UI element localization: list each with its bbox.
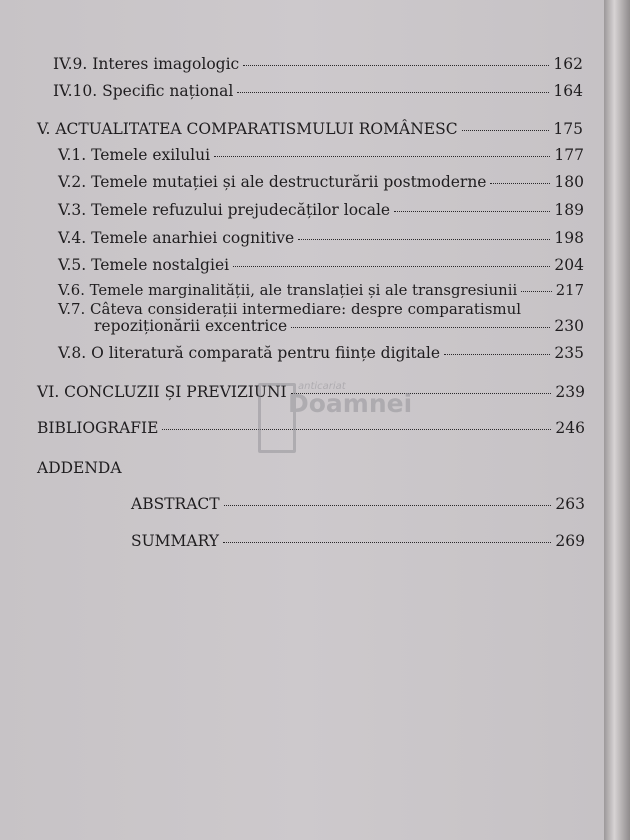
watermark-logo: [258, 381, 413, 455]
toc-label: V.8. O literatură comparată pentru ființe digitale: [58, 344, 441, 362]
dot-leader: [394, 211, 550, 212]
dot-leader: [462, 130, 550, 131]
dot-leader: [490, 183, 550, 184]
toc-page-number: 269: [555, 532, 585, 550]
toc-page-number: 189: [554, 201, 584, 219]
toc-page-number: 177: [554, 146, 584, 164]
toc-label: V.1. Temele exilului: [58, 146, 211, 164]
toc-entry-v6: [58, 282, 584, 299]
toc-label: V.5. Temele nostalgiei: [58, 256, 230, 274]
toc-entry-v7-first-line: V.7. Câteva considerații intermediare: despre comparatismul: [58, 300, 522, 318]
toc-label: ABSTRACT: [131, 495, 220, 513]
toc-page-number: 204: [554, 256, 584, 274]
toc-entry-v1: [58, 146, 584, 164]
toc-entry-v8: [58, 344, 584, 362]
toc-entry-summary: [131, 532, 585, 550]
watermark-top-text: anticariat: [298, 381, 346, 392]
dot-leader: [243, 65, 549, 66]
toc-entry-iv9: [53, 55, 583, 73]
toc-label: V.3. Temele refuzului prejudecăților locale: [58, 201, 391, 219]
toc-page-number: 235: [554, 344, 584, 362]
toc-page-number: 180: [554, 173, 584, 191]
toc-label: SUMMARY: [131, 532, 220, 550]
page-edge: [604, 0, 630, 840]
toc-entry-iv10: [53, 82, 583, 100]
toc-label: V. ACTUALITATEA COMPARATISMULUI ROMÂNESC: [37, 120, 458, 138]
toc-entry-v5: [58, 256, 584, 274]
toc-page-number: 246: [555, 419, 585, 437]
toc-page-number: 162: [553, 55, 583, 73]
toc-entry-abstract: [131, 495, 585, 513]
toc-entry-v2: [58, 173, 584, 191]
dot-leader: [214, 156, 550, 157]
toc-entry-v7: [94, 317, 584, 335]
toc-page-number: 263: [555, 495, 585, 513]
toc-page-number: 230: [554, 317, 584, 335]
toc-entry-v4: [58, 229, 584, 247]
toc-label: VI. CONCLUZII ȘI PREVIZIUNI: [37, 383, 287, 401]
toc-label: V.4. Temele anarhiei cognitive: [58, 229, 295, 247]
dot-leader: [521, 291, 552, 292]
dot-leader: [237, 92, 549, 93]
toc-page-number: 175: [553, 120, 583, 138]
toc-label: BIBLIOGRAFIE: [37, 419, 159, 437]
toc-label-continued: repoziționării excentrice: [94, 317, 288, 335]
dot-leader: [298, 239, 550, 240]
dot-leader: [444, 354, 550, 355]
toc-label: V.6. Temele marginalității, ale translației și ale transgresiunii: [58, 282, 518, 299]
watermark-main-text: Doamnei: [288, 389, 413, 418]
dot-leader: [224, 505, 552, 506]
toc-page-number: 198: [554, 229, 584, 247]
toc-page-number: 239: [555, 383, 585, 401]
toc-entry-v3: [58, 201, 584, 219]
toc-label: V.2. Temele mutației și ale destructurării postmoderne: [58, 173, 487, 191]
dot-leader: [223, 542, 551, 543]
toc-entry-v: [37, 120, 583, 138]
toc-page-number: 217: [555, 282, 584, 299]
toc-label: IV.10. Specific național: [53, 82, 234, 100]
toc-entry-addenda: ADDENDA: [37, 459, 122, 477]
dot-leader: [233, 266, 550, 267]
dot-leader: [291, 327, 550, 328]
toc-page-number: 164: [553, 82, 583, 100]
toc-label: IV.9. Interes imagologic: [53, 55, 240, 73]
